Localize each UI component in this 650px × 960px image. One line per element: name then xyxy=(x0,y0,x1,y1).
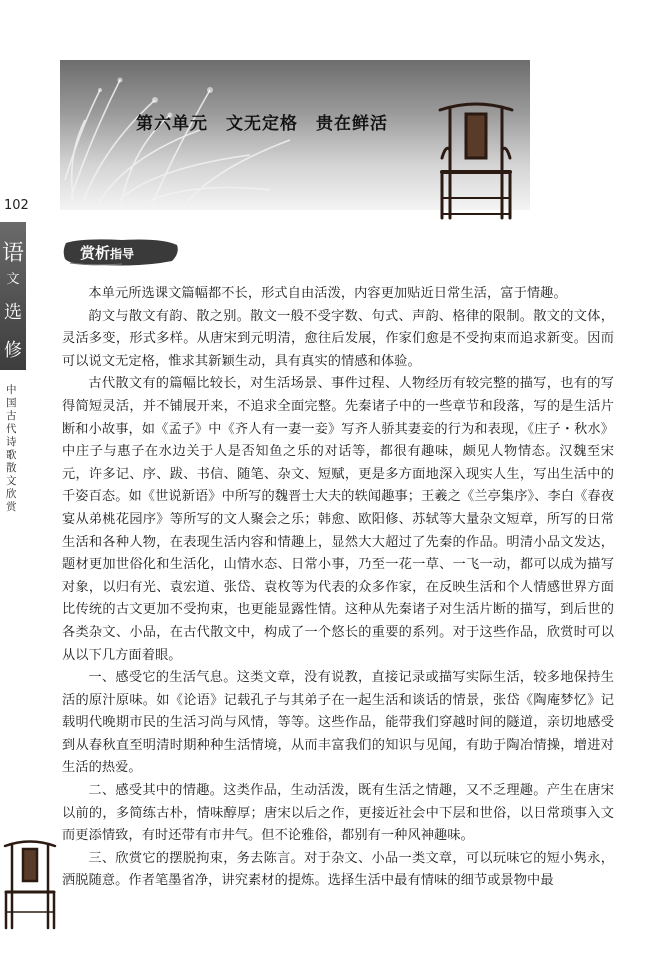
paragraph-4: 一、感受它的生活气息。这类文章，没有说教，直接记录或描写实际生活，较多地保持生活的原汁原味。如《论语》记载孔子与其弟子在一起生活和谈话的情景，张岱《陶庵梦忆》记载明代晚期市民的生活习尚与风情，等等。这些作品，能带我们穿越时间的隧道，亲切地感受到从春秋直至明清时期种种生活情境，从而丰富我们的知识与见闻，有助于陶冶情操，增进对生活的热爱。 xyxy=(62,670,614,776)
page-number: 102 xyxy=(4,198,29,213)
chair-illustration-small xyxy=(2,830,58,930)
book-title-vertical: 中国古代诗歌散文欣赏 xyxy=(6,384,17,513)
heading-small: 指导 xyxy=(110,247,135,261)
sidebar-char-xiu: 修 xyxy=(4,340,22,361)
paragraph-1: 本单元所选课文篇幅都不长，形式自由活泼，内容更加贴近日常生活，富于情趣。 xyxy=(88,286,567,301)
section-heading-text xyxy=(80,242,134,263)
chair-illustration xyxy=(436,88,516,222)
heading-main: 赏析 xyxy=(80,244,111,262)
paragraph-2: 韵文与散文有韵、散之别。散文一般不受字数、句式、声韵、格律的限制。散文的文体，灵活多变，形式多样。从唐宋到元明清，愈往后发展，作家们愈是不受拘束而追求新变。因而可以说文无定格，惟求其新颖生动，具有真实的情感和体验。 xyxy=(62,308,614,369)
body-text xyxy=(62,283,614,893)
paragraph-3: 古代散文有的篇幅比较长，对生活场景、事件过程、人物经历有较完整的描写，也有的写得简短灵活，并不铺展开来，不追求全面完整。先秦诸子中的一些章节和段落，写的是生活片断和小故事，如《孟子》中《齐人有一妻一妾》写齐人骄其妻妾的行为和表现，《庄子・秋水》中庄子与惠子在水边关于人是否知鱼之乐的对话等，都很有趣味，颇见人物情态。汉魏至宋元，许多记、序、跋、书信、随笔、杂文、短赋，更是多方面地深入现实人生，写出生活中的千姿百态。如《世说新语》中所写的魏晋士大夫的轶闻趣事；王羲之《兰亭集序》、李白《春夜宴从弟桃花园序》等所写的文人聚会之乐；韩愈、欧阳修、苏轼等大量杂文短章，所写的日常生活和各种人物，在表现生活内容和情趣上，显然大大超过了先秦的作品。明清小品文发达，题材更加世俗化和生活化，山情水态、日常小事，乃至一花一草、一飞一动，都可以成为描写对象，以归有光、袁宏道、张岱、袁枚等为代表的众多作家，在反映生活和个人情感世界方面比传统的古文更加不受拘束，也更能显露性情。这种从先秦诸子对生活片断的描写，到后世的各类杂文、小品，在古代散文中，构成了一个悠长的重要的系列。对于这些作品，欣赏时可以从以下几方面着眼。 xyxy=(62,376,614,663)
paragraph-6: 三、欣赏它的摆脱拘束，务去陈言。对于杂文、小品一类文章，可以玩味它的短小隽永，洒脱随意。作者笔墨省净，讲究素材的提炼。选择生活中最有情味的细节或景物中最 xyxy=(62,850,614,889)
section-heading xyxy=(62,237,180,267)
sidebar-char-xuan: 选 xyxy=(4,302,22,323)
sidebar-char-wen: 文 xyxy=(6,272,20,287)
sidebar-char-yu: 语 xyxy=(1,241,24,266)
paragraph-5: 二、感受其中的情趣。这类作品，生动活泼，既有生活之情趣，又不乏理趣。产生在唐宋以前的，多简练古朴，情味醇厚；唐宋以后之作，更接近社会中下层和世俗，以日常琐事入文而更添情致，有时还带有市井气。但不论雅俗，都别有一种风神趣味。 xyxy=(62,783,614,844)
unit-title: 第六单元 文无定格 贵在鲜活 xyxy=(136,114,388,134)
